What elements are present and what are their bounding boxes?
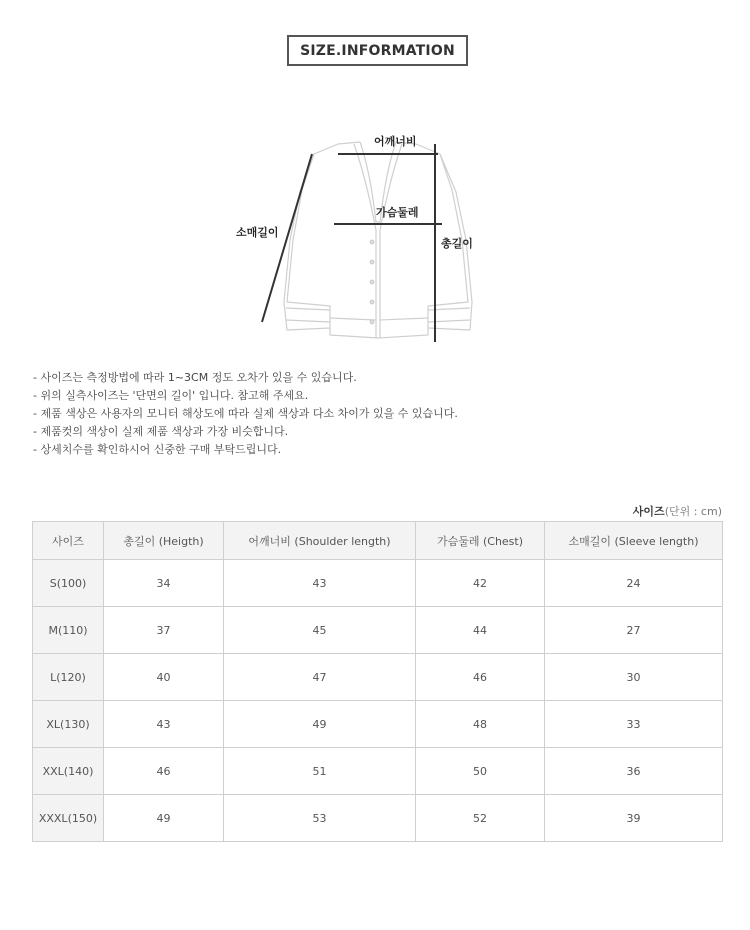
shoulder-cell: 53 bbox=[224, 795, 416, 842]
size-cell: XXXL(150) bbox=[33, 795, 104, 842]
height-cell: 43 bbox=[104, 701, 224, 748]
shoulder-cell: 49 bbox=[224, 701, 416, 748]
size-cell: XXL(140) bbox=[33, 748, 104, 795]
table-row bbox=[33, 748, 723, 795]
table-header-row bbox=[33, 522, 723, 560]
height-cell: 40 bbox=[104, 654, 224, 701]
sleeve-cell: 39 bbox=[545, 795, 723, 842]
header-height: 총길이 (Heigth) bbox=[104, 522, 224, 560]
size-cell: L(120) bbox=[33, 654, 104, 701]
size-cell: S(100) bbox=[33, 560, 104, 607]
length-label: 총길이 bbox=[441, 237, 473, 250]
shoulder-cell: 43 bbox=[224, 560, 416, 607]
sleeve-cell: 36 bbox=[545, 748, 723, 795]
shoulder-cell: 51 bbox=[224, 748, 416, 795]
size-table bbox=[32, 521, 723, 842]
height-cell: 37 bbox=[104, 607, 224, 654]
header-shoulder: 어깨너비 (Shoulder length) bbox=[224, 522, 416, 560]
table-row bbox=[33, 654, 723, 701]
unit-detail: (단위 : cm) bbox=[664, 505, 722, 518]
sleeve-cell: 30 bbox=[545, 654, 723, 701]
table-row bbox=[33, 701, 723, 748]
height-cell: 49 bbox=[104, 795, 224, 842]
size-cell: XL(130) bbox=[33, 701, 104, 748]
chest-cell: 48 bbox=[416, 701, 545, 748]
note-item: - 제품 색상은 사용자의 모니터 해상도에 따라 실제 색상과 다소 차이가 있을 수 있습니다. bbox=[33, 407, 458, 420]
sleeve-label: 소매길이 bbox=[236, 226, 279, 239]
shoulder-label: 어깨너비 bbox=[374, 135, 417, 148]
shoulder-cell: 45 bbox=[224, 607, 416, 654]
sleeve-cell: 27 bbox=[545, 607, 723, 654]
table-row bbox=[33, 795, 723, 842]
note-item: - 위의 실측사이즈는 '단면의 길이' 입니다. 참고해 주세요. bbox=[33, 389, 309, 402]
table-row bbox=[33, 607, 723, 654]
header-size: 사이즈 bbox=[33, 522, 104, 560]
chest-cell: 50 bbox=[416, 748, 545, 795]
sleeve-cell: 33 bbox=[545, 701, 723, 748]
note-item: - 상세치수를 확인하시어 신중한 구매 부탁드립니다. bbox=[33, 443, 282, 456]
note-item: - 제품컷의 색상이 실제 제품 색상과 가장 비슷합니다. bbox=[33, 425, 289, 438]
height-cell: 46 bbox=[104, 748, 224, 795]
unit-title: 사이즈 bbox=[632, 505, 665, 518]
cardigan-illustration bbox=[230, 130, 530, 360]
chest-cell: 46 bbox=[416, 654, 545, 701]
notes-list bbox=[33, 369, 458, 459]
note-item: - 사이즈는 측정방법에 따라 1~3CM 정도 오차가 있을 수 있습니다. bbox=[33, 371, 357, 384]
chest-cell: 44 bbox=[416, 607, 545, 654]
shoulder-cell: 47 bbox=[224, 654, 416, 701]
chest-cell: 52 bbox=[416, 795, 545, 842]
table-row bbox=[33, 560, 723, 607]
header-chest: 가슴둘레 (Chest) bbox=[416, 522, 545, 560]
cardigan-diagram bbox=[230, 130, 530, 360]
size-cell: M(110) bbox=[33, 607, 104, 654]
header-sleeve: 소매길이 (Sleeve length) bbox=[545, 522, 723, 560]
chest-cell: 42 bbox=[416, 560, 545, 607]
page-title: SIZE.INFORMATION bbox=[287, 35, 468, 66]
unit-label bbox=[633, 503, 722, 519]
chest-label: 가슴둘레 bbox=[376, 206, 419, 219]
sleeve-cell: 24 bbox=[545, 560, 723, 607]
height-cell: 34 bbox=[104, 560, 224, 607]
